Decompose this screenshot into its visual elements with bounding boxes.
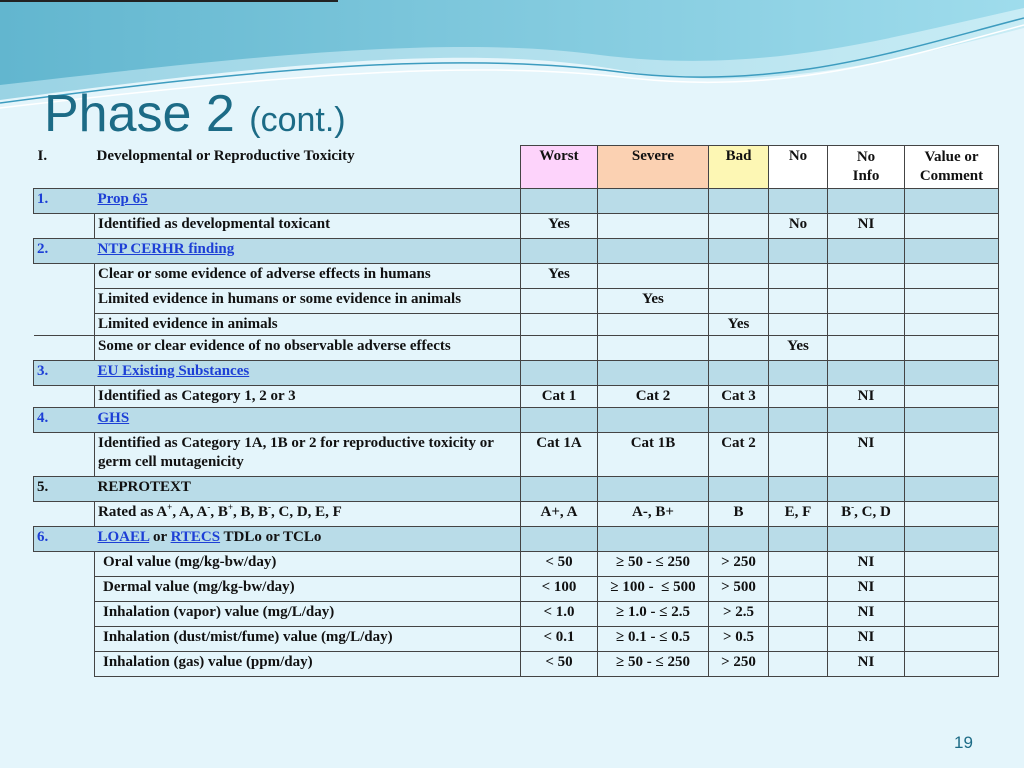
table-row: Identified as Category 1, 2 or 3 Cat 1 Cat 2 Cat 3 NI [34,386,999,408]
section-row-eu: 3. EU Existing Substances [34,361,999,386]
eu-existing-substances-link[interactable]: EU Existing Substances [95,361,521,386]
header-row [34,146,999,189]
page-number: 19 [954,733,973,752]
table-row: Rated as A+, A, A-, B+, B, B-, C, D, E, F A+, A A-, B+ B E, F B-, C, D [34,502,999,527]
section-row-prop65 [34,189,999,214]
table-row: Identified as developmental toxicant Yes No NI [34,214,999,239]
table-row: Inhalation (vapor) value (mg/L/day) < 1.0 ≥ 1.0 - ≤ 2.5 > 2.5 NI [34,602,999,627]
col-worst: Worst [521,146,598,189]
col-no: No [769,146,828,189]
table-row: Limited evidence in humans or some evidence in animals Yes [34,289,999,314]
toxicity-table [33,145,999,677]
section-title: Developmental or Reproductive Toxicity [96,147,355,164]
ntp-cerhr-link[interactable]: NTP CERHR finding [95,239,521,264]
col-bad: Bad [709,146,769,189]
col-no-info: No Info [828,146,905,189]
section-number: I. [37,147,48,164]
section-row-reprotext: 5. REPROTEXT [34,477,999,502]
row-label: Rated as A+, A, A-, B+, B, B-, C, D, E, F [95,502,521,527]
ghs-link[interactable]: GHS [95,408,521,433]
page-title: Phase 2 (cont.) [44,85,346,143]
table-row: Dermal value (mg/kg-bw/day) < 100 ≥ 100 - ≤ 500 > 500 NI [34,577,999,602]
row-label: Identified as developmental toxicant [95,214,521,239]
table-row: Limited evidence in animals Yes [34,314,999,336]
section-row-ghs: 4. GHS [34,408,999,433]
table-row: Some or clear evidence of no observable adverse effects Yes [34,336,999,361]
section-num: 1. [34,189,95,214]
table-row: Clear or some evidence of adverse effects in humans Yes [34,264,999,289]
section-row-ntp: 2. NTP CERHR finding [34,239,999,264]
loael-link[interactable]: LOAEL [97,529,150,545]
table-row: Inhalation (gas) value (ppm/day) < 50 ≥ 50 - ≤ 250 > 250 NI [34,652,999,677]
section-row-loael: 6. LOAEL or RTECS TDLo or TCLo [34,527,999,552]
page-subtitle: (cont.) [249,101,346,139]
rtecs-link[interactable]: RTECS [170,529,221,545]
top-rule [0,0,338,2]
table-row: Oral value (mg/kg-bw/day) < 50 ≥ 50 - ≤ 250 > 250 NI [34,552,999,577]
prop65-link[interactable]: Prop 65 [95,189,521,214]
col-value-comment: Value or Comment [905,146,999,189]
table-row: Identified as Category 1A, 1B or 2 for reproductive toxicity or germ cell mutagenicity Cat 1A Cat 1B Cat 2 NI [34,433,999,477]
col-severe: Severe [598,146,709,189]
table-row: Inhalation (dust/mist/fume) value (mg/L/day) < 0.1 ≥ 0.1 - ≤ 0.5 > 0.5 NI [34,627,999,652]
